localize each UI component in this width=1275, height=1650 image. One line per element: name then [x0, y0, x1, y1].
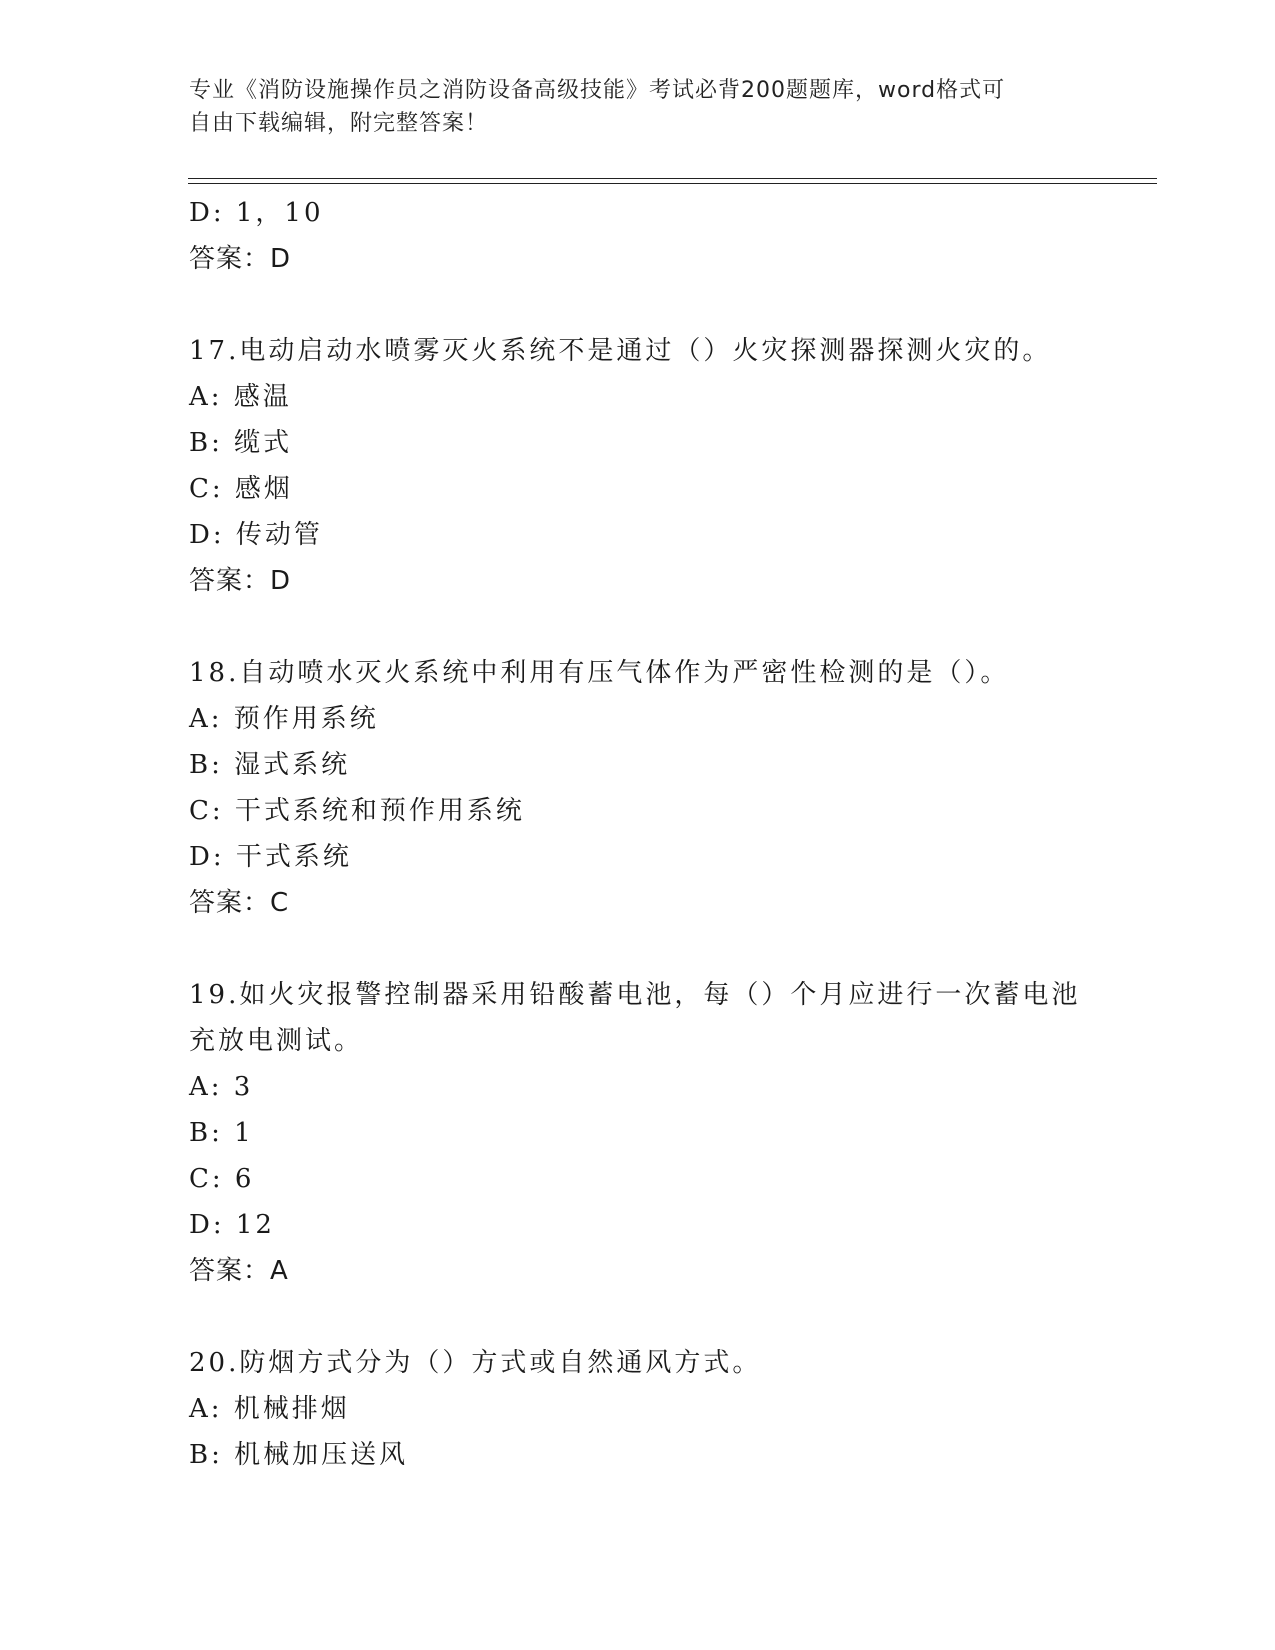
option-b: B: 缆式: [189, 428, 293, 458]
question-20: [189, 1340, 1109, 1478]
option-a: A: 预作用系统: [189, 704, 379, 734]
option-d: D: 12: [189, 1210, 275, 1240]
header-line-2: 自由下载编辑，附完整答案！: [189, 111, 489, 136]
question-stem: 20.防烟方式分为（）方式或自然通风方式。: [189, 1348, 762, 1378]
question-stem-line-1: 19.如火灾报警控制器采用铅酸蓄电池，每（）个月应进行一次蓄电池: [189, 980, 1081, 1010]
header-rule-top: [188, 178, 1157, 179]
question-stem: 17.电动启动水喷雾灭火系统不是通过（）火灾探测器探测火灾的。: [189, 336, 1052, 366]
answer: 答案：D: [189, 566, 292, 596]
answer: 答案：A: [189, 1256, 289, 1286]
prev-answer: 答案：D: [189, 244, 292, 274]
header-rule-bottom: [188, 183, 1157, 184]
spacer: [189, 282, 1109, 328]
option-b: B: 湿式系统: [189, 750, 351, 780]
question-18: [189, 650, 1109, 926]
question-stem: 18.自动喷水灭火系统中利用有压气体作为严密性检测的是（）。: [189, 658, 1010, 688]
question-content: [189, 190, 1109, 1478]
option-c: C: 感烟: [189, 474, 293, 504]
prev-option-d: D: 1，10: [189, 198, 324, 228]
option-d: D: 干式系统: [189, 842, 352, 872]
option-c: C: 干式系统和预作用系统: [189, 796, 525, 826]
question-17: [189, 328, 1109, 604]
spacer: [189, 926, 1109, 972]
option-d: D: 传动管: [189, 520, 323, 550]
spacer: [189, 1294, 1109, 1340]
option-b: B: 机械加压送风: [189, 1440, 409, 1470]
answer: 答案：C: [189, 888, 290, 918]
option-c: C: 6: [189, 1164, 255, 1194]
option-b: B: 1: [189, 1118, 254, 1148]
option-a: A: 感温: [189, 382, 292, 412]
option-a: A: 机械排烟: [189, 1394, 350, 1424]
option-a: A: 3: [189, 1072, 254, 1102]
header-line-1: 专业《消防设施操作员之消防设备高级技能》考试必背200题题库，word格式可: [189, 78, 1006, 103]
spacer: [189, 604, 1109, 650]
document-header: [189, 74, 1089, 140]
question-stem-line-2: 充放电测试。: [189, 1026, 364, 1056]
question-19: [189, 972, 1109, 1294]
